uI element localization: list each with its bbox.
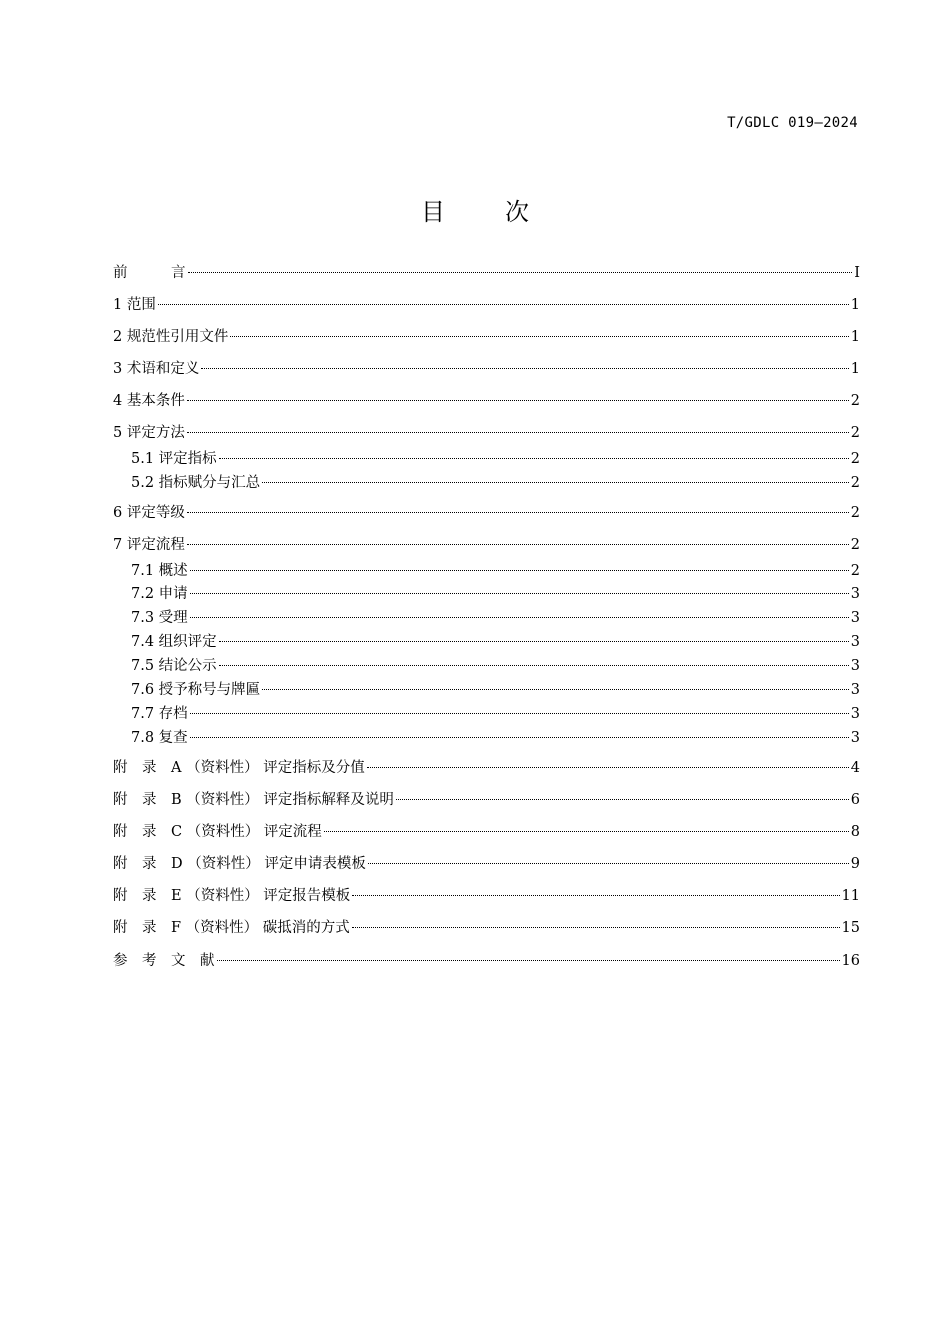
toc-entry-page: 2: [850, 451, 860, 467]
toc-entry-label: 5.2 指标赋分与汇总: [131, 475, 261, 491]
toc-entry-page: 2: [850, 393, 860, 409]
toc-entry-page: 3: [850, 730, 860, 746]
toc-entry-7-7[interactable]: [131, 703, 860, 725]
page-title: [0, 192, 950, 227]
dot-leader: [187, 538, 849, 545]
toc-entry-label: 附 录 F （资料性） 碳抵消的方式: [113, 920, 350, 936]
toc-entry-page: 1: [850, 361, 860, 377]
toc-entry-page: 16: [841, 953, 860, 969]
toc-entry-label: 7.1 概述: [131, 563, 188, 579]
toc-entry-page: 1: [850, 297, 860, 313]
dot-leader: [217, 954, 840, 961]
toc-entry-7-8[interactable]: [131, 727, 860, 749]
dot-leader: [352, 921, 840, 928]
dot-leader: [219, 659, 849, 666]
dot-leader: [201, 362, 848, 369]
toc-entry-label: 7.4 组织评定: [131, 634, 217, 650]
dot-leader: [230, 330, 848, 337]
toc-entry-label: 前 言: [113, 265, 186, 281]
toc-entry-label: 2 规范性引用文件: [113, 329, 229, 345]
toc-entry-page: 2: [850, 505, 860, 521]
toc-entry-label: 附 录 C （资料性） 评定流程: [113, 824, 322, 840]
toc-entry-label: 7 评定流程: [113, 537, 185, 553]
toc-entry-label: 1 范围: [113, 297, 156, 313]
toc-entry-5-1[interactable]: [131, 448, 860, 470]
toc-entry-7-2[interactable]: [131, 583, 860, 605]
dot-leader: [190, 611, 849, 618]
toc-entry-scope[interactable]: [113, 294, 860, 316]
toc-entry-terms[interactable]: [113, 358, 860, 380]
toc-entry-page: 3: [850, 706, 860, 722]
dot-leader: [158, 298, 849, 305]
toc-entry-page: 3: [850, 586, 860, 602]
dot-leader: [262, 476, 849, 483]
toc-entry-appendix-d[interactable]: [113, 853, 860, 875]
toc-entry-appendix-a[interactable]: [113, 757, 860, 779]
toc-entry-appendix-c[interactable]: [113, 821, 860, 843]
toc-entry-label: 7.2 申请: [131, 586, 188, 602]
toc-entry-evaluation-grade[interactable]: [113, 502, 860, 524]
dot-leader: [219, 635, 849, 642]
toc-entry-label: 3 术语和定义: [113, 361, 200, 377]
toc-entry-7-6[interactable]: [131, 679, 860, 701]
toc-entry-appendix-b[interactable]: [113, 789, 860, 811]
dot-leader: [187, 426, 849, 433]
toc-entry-label: 附 录 A （资料性） 评定指标及分值: [113, 760, 365, 776]
toc-entry-page: 3: [850, 658, 860, 674]
toc-entry-foreword[interactable]: [113, 262, 860, 284]
toc-entry-page: 9: [850, 856, 860, 872]
dot-leader: [262, 683, 849, 690]
toc-entry-label: 7.8 复查: [131, 730, 188, 746]
toc-entry-page: 3: [850, 610, 860, 626]
dot-leader: [190, 564, 849, 571]
page-title-char-1: 目: [421, 198, 445, 226]
toc-entry-label: 4 基本条件: [113, 393, 185, 409]
toc-entry-label: 附 录 D （资料性） 评定申请表模板: [113, 856, 366, 872]
toc-entry-page: 3: [850, 682, 860, 698]
dot-leader: [188, 266, 853, 273]
toc-entry-bibliography[interactable]: [113, 950, 860, 972]
dot-leader: [190, 587, 849, 594]
document-number: T/GDLC 019—2024: [727, 115, 858, 131]
dot-leader: [187, 506, 849, 513]
dot-leader: [396, 793, 849, 800]
dot-leader: [219, 452, 849, 459]
toc-entry-label: 5.1 评定指标: [131, 451, 217, 467]
toc-entry-label: 6 评定等级: [113, 505, 185, 521]
toc-entry-page: 15: [841, 920, 860, 936]
toc-entry-page: 4: [850, 760, 860, 776]
toc-entry-appendix-f[interactable]: [113, 917, 860, 939]
toc-entry-5-2[interactable]: [131, 472, 860, 494]
toc-entry-appendix-e[interactable]: [113, 885, 860, 907]
dot-leader: [190, 731, 849, 738]
toc-entry-page: 2: [850, 475, 860, 491]
toc-entry-page: 3: [850, 634, 860, 650]
toc-entry-label: 7.3 受理: [131, 610, 188, 626]
toc-entry-page: 2: [850, 425, 860, 441]
toc-entry-7-3[interactable]: [131, 607, 860, 629]
toc-entry-page: I: [854, 265, 860, 281]
toc-entry-label: 附 录 E （资料性） 评定报告模板: [113, 888, 351, 904]
toc-entry-7-5[interactable]: [131, 655, 860, 677]
toc-entry-page: 6: [850, 792, 860, 808]
toc-entry-label: 7.5 结论公示: [131, 658, 217, 674]
toc-entry-7-4[interactable]: [131, 631, 860, 653]
toc-entry-page: 8: [850, 824, 860, 840]
toc-entry-7-1[interactable]: [131, 560, 860, 582]
page-title-char-2: 次: [505, 198, 529, 226]
toc-entry-label: 7.7 存档: [131, 706, 188, 722]
toc-entry-label: 7.6 授予称号与牌匾: [131, 682, 261, 698]
toc-entry-page: 1: [850, 329, 860, 345]
dot-leader: [324, 825, 849, 832]
toc-entry-page: 2: [850, 563, 860, 579]
dot-leader: [190, 707, 849, 714]
toc-entry-page: 11: [841, 888, 860, 904]
toc-entry-label: 5 评定方法: [113, 425, 185, 441]
toc-entry-label: 附 录 B （资料性） 评定指标解释及说明: [113, 792, 394, 808]
toc-entry-evaluation-process[interactable]: [113, 534, 860, 556]
toc-entry-normative-references[interactable]: [113, 326, 860, 348]
dot-leader: [352, 889, 839, 896]
toc-entry-evaluation-method[interactable]: [113, 422, 860, 444]
toc-entry-label: 参 考 文 献: [113, 953, 215, 969]
dot-leader: [368, 857, 849, 864]
toc-entry-page: 2: [850, 537, 860, 553]
dot-leader: [187, 394, 849, 401]
toc-entry-basic-conditions[interactable]: [113, 390, 860, 412]
dot-leader: [367, 761, 849, 768]
